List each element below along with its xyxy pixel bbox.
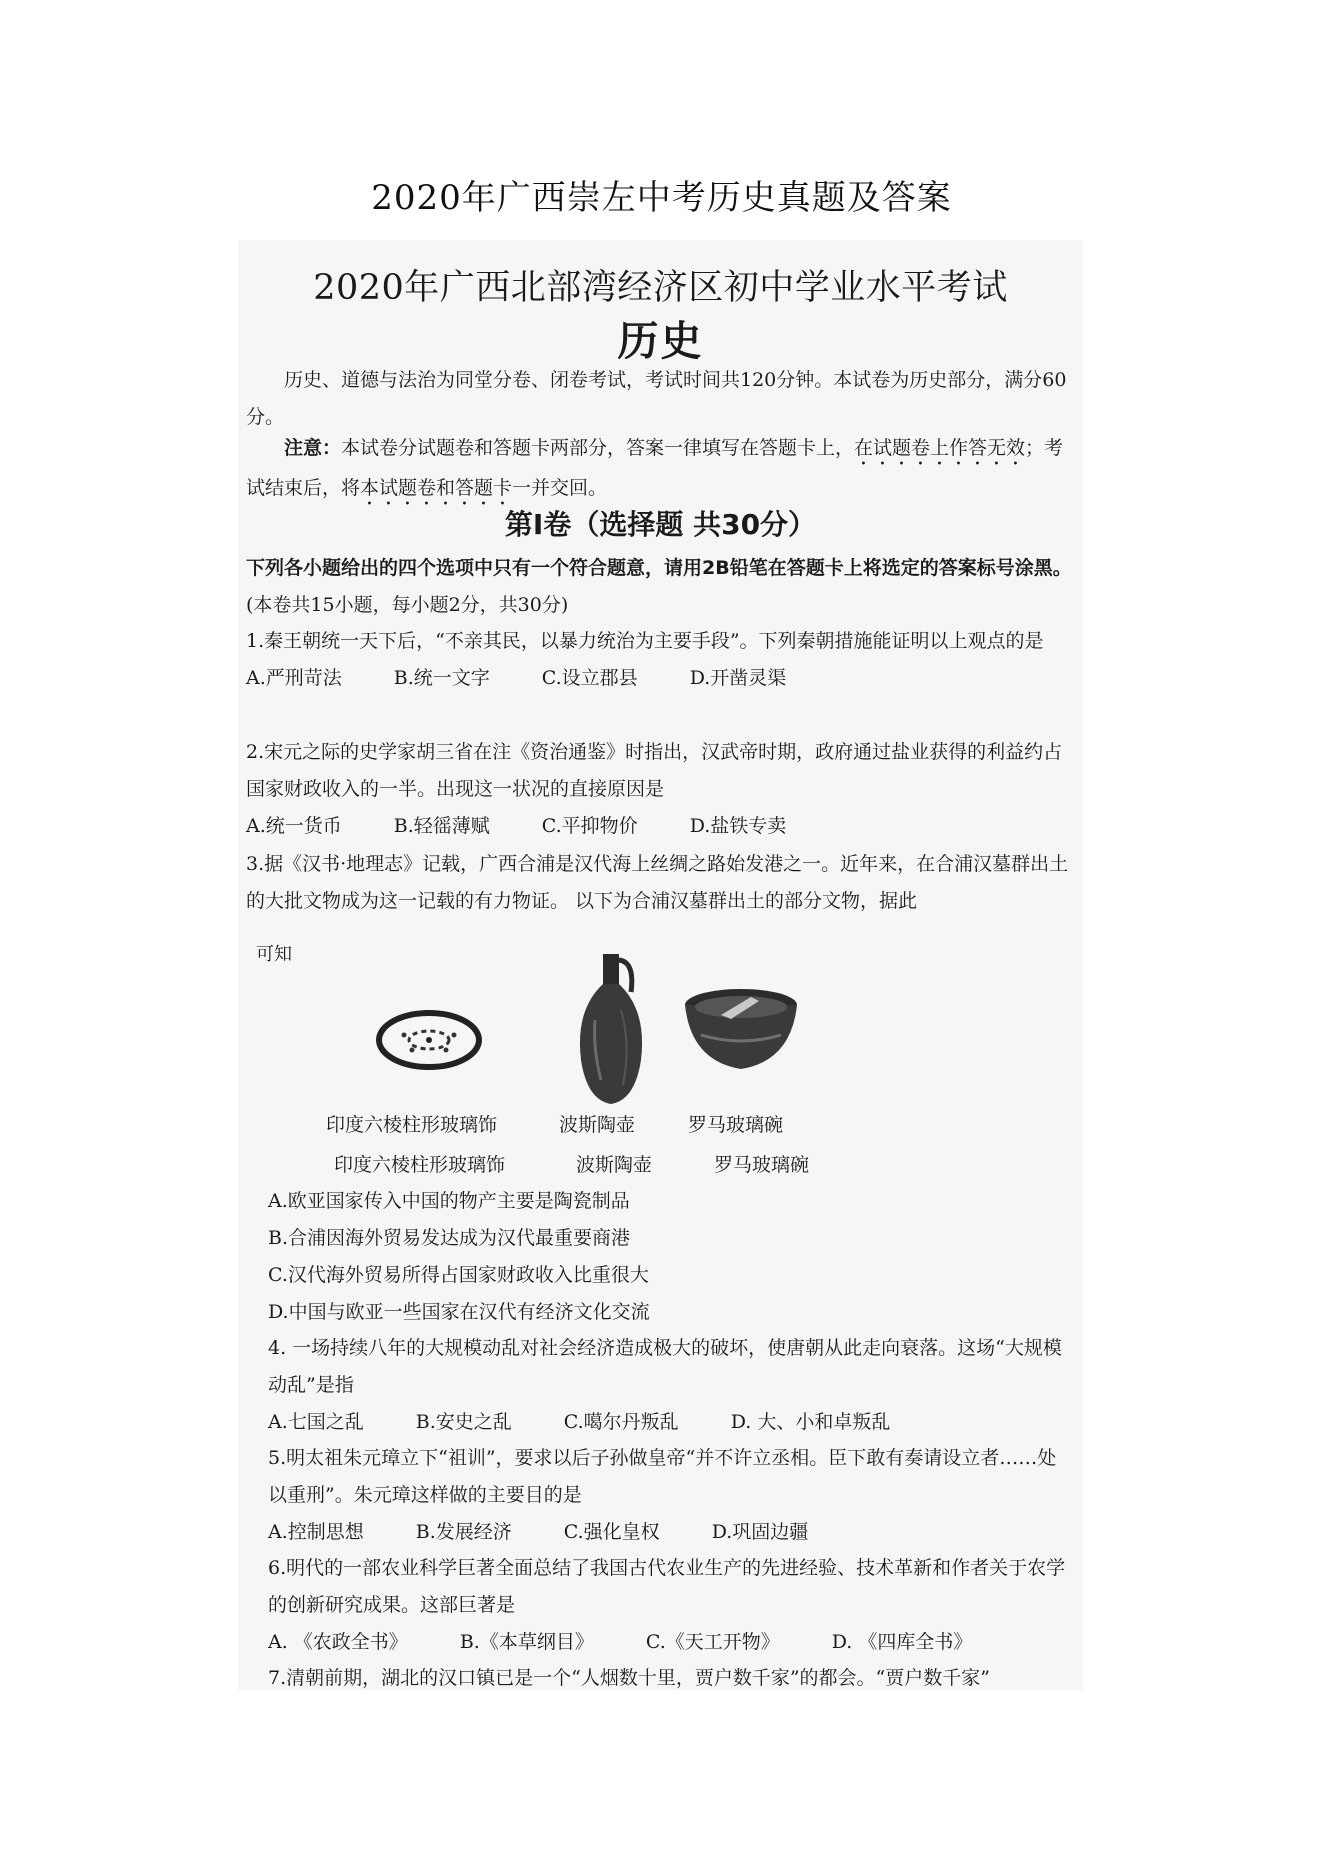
artifact-caption-2: 波斯陶壶 bbox=[559, 1114, 636, 1136]
option-d: D.盐铁专卖 bbox=[689, 815, 787, 837]
option-c: C.设立郡县 bbox=[541, 667, 638, 689]
question-3-stem-end: 可知 bbox=[256, 944, 292, 965]
note-label: 注意： bbox=[284, 437, 342, 459]
question-7 bbox=[268, 1660, 1075, 1697]
question-stem: 6.明代的一部农业科学巨著全面总结了我国古代农业生产的先进经验、技术革新和作者关于农学的创新研究成果。这部巨著是 bbox=[268, 1557, 1066, 1616]
question-3-stem: 3.据《汉书·地理志》记载，广西合浦是汉代海上丝绸之路始发港之一。近年来，在合浦汉墓群出土的大批文物成为这一记载的有力物证。 以下为合浦汉墓群出土的部分文物，据此 bbox=[246, 853, 1069, 912]
option-d: D. 《四库全书》 bbox=[831, 1631, 973, 1653]
subject-heading: 历史 bbox=[617, 317, 704, 365]
option-c: C.汉代海外贸易所得占国家财政收入比重很大 bbox=[268, 1264, 649, 1286]
option-c: C.噶尔丹叛乱 bbox=[563, 1411, 679, 1433]
option-d: D. 大、小和卓叛乱 bbox=[730, 1411, 891, 1433]
question-2 bbox=[246, 734, 1075, 845]
option-d: D.开凿灵渠 bbox=[689, 667, 787, 689]
option-a: A.控制思想 bbox=[268, 1521, 364, 1543]
option-b: B.发展经济 bbox=[415, 1521, 512, 1543]
question-stem: 1.秦王朝统一天下后，“不亲其民，以暴力统治为主要手段”。下列秦朝措施能证明以上观点的是 bbox=[246, 630, 1044, 652]
question-options bbox=[268, 1624, 1075, 1661]
option-d: D.巩固边疆 bbox=[711, 1521, 809, 1543]
question-6 bbox=[268, 1550, 1075, 1661]
artifact-label-1: 印度六棱柱形玻璃饰 bbox=[334, 1154, 506, 1176]
option-b: B.《本草纲目》 bbox=[459, 1631, 594, 1653]
option-a: A.七国之乱 bbox=[268, 1411, 364, 1433]
option-a: A.欧亚国家传入中国的物产主要是陶瓷制品 bbox=[268, 1190, 630, 1212]
section-instructions bbox=[246, 550, 1075, 624]
option-b: B.安史之乱 bbox=[415, 1411, 512, 1433]
option-b: B.统一文字 bbox=[393, 667, 490, 689]
section-title: 第Ⅰ卷（选择题 共30分） bbox=[504, 508, 817, 541]
question-stem: 7.清朝前期，湖北的汉口镇已是一个“人烟数十里，贾户数千家”的都会。“贾户数千家” bbox=[268, 1667, 990, 1689]
option-c: C.强化皇权 bbox=[563, 1521, 660, 1543]
instructions-plain: (本卷共15小题，每小题2分，共30分) bbox=[246, 594, 569, 616]
option-b: B.轻徭薄赋 bbox=[393, 815, 490, 837]
question-3-options bbox=[268, 1183, 1075, 1331]
exam-note bbox=[246, 430, 1075, 510]
note-text-b: 在试题卷上作答无效 bbox=[854, 437, 1026, 459]
persian-pot-image bbox=[571, 950, 651, 1110]
instructions-bold: 下列各小题给出的四个选项中只有一个符合题意，请用2B铅笔在答题卡上将选定的答案标号涂黑。 bbox=[246, 557, 1072, 579]
question-1 bbox=[246, 623, 1075, 697]
question-options bbox=[246, 660, 1075, 697]
option-d: D.中国与欧亚一些国家在汉代有经济文化交流 bbox=[268, 1301, 650, 1323]
question-options bbox=[268, 1514, 1075, 1551]
artifact-caption-1: 印度六棱柱形玻璃饰 bbox=[326, 1114, 498, 1136]
question-5 bbox=[268, 1440, 1075, 1551]
option-c: C.平抑物价 bbox=[541, 815, 638, 837]
option-b: B.合浦因海外贸易发达成为汉代最重要商港 bbox=[268, 1227, 631, 1249]
option-a: A.严刑苛法 bbox=[246, 667, 342, 689]
question-stem: 2.宋元之际的史学家胡三省在注《资治通鉴》时指出，汉武帝时期，政府通过盐业获得的利益约占国家财政收入的一半。出现这一状况的直接原因是 bbox=[246, 741, 1063, 800]
note-text-e: 一并交回。 bbox=[512, 477, 608, 499]
exam-intro: 历史、道德与法治为同堂分卷、闭卷考试，考试时间共120分钟。本试卷为历史部分，满分60分。 bbox=[246, 369, 1067, 428]
note-text-d: 本试题卷和答题卡 bbox=[360, 477, 513, 499]
artifact-figure bbox=[256, 940, 1065, 1140]
artifact-caption-3: 罗马玻璃碗 bbox=[688, 1114, 784, 1136]
question-options bbox=[268, 1404, 1075, 1441]
option-a: A.统一货币 bbox=[246, 815, 342, 837]
question-stem: 5.明太祖朱元璋立下“祖训”，要求以后子孙做皇帝“并不许立丞相。臣下敢有奏请设立者……处以重刑”。朱元璋这样做的主要目的是 bbox=[268, 1447, 1057, 1506]
option-c: C.《天工开物》 bbox=[645, 1631, 780, 1653]
question-options bbox=[246, 808, 1075, 845]
note-text-c: ；考试结束后，将 bbox=[246, 437, 1064, 499]
option-a: A. 《农政全书》 bbox=[268, 1631, 408, 1653]
note-text-a: 本试卷分试题卷和答题卡两部分，答案一律填写在答题卡上， bbox=[341, 437, 855, 459]
artifact-label-2: 波斯陶壶 bbox=[576, 1154, 653, 1176]
artifact-label-3: 罗马玻璃碗 bbox=[714, 1154, 810, 1176]
scanned-exam-page bbox=[238, 240, 1083, 1690]
question-stem: 4. 一场持续八年的大规模动乱对社会经济造成极大的破坏，使唐朝从此走向衰落。这场“大规模动乱”是指 bbox=[268, 1337, 1062, 1396]
roman-glass-bowl-image bbox=[681, 985, 801, 1075]
document-title: 2020年广西崇左中考历史真题及答案 bbox=[371, 178, 952, 218]
question-4 bbox=[268, 1330, 1075, 1441]
glass-ornament-image bbox=[374, 1005, 484, 1075]
exam-title: 2020年广西北部湾经济区初中学业水平考试 bbox=[313, 268, 1008, 308]
